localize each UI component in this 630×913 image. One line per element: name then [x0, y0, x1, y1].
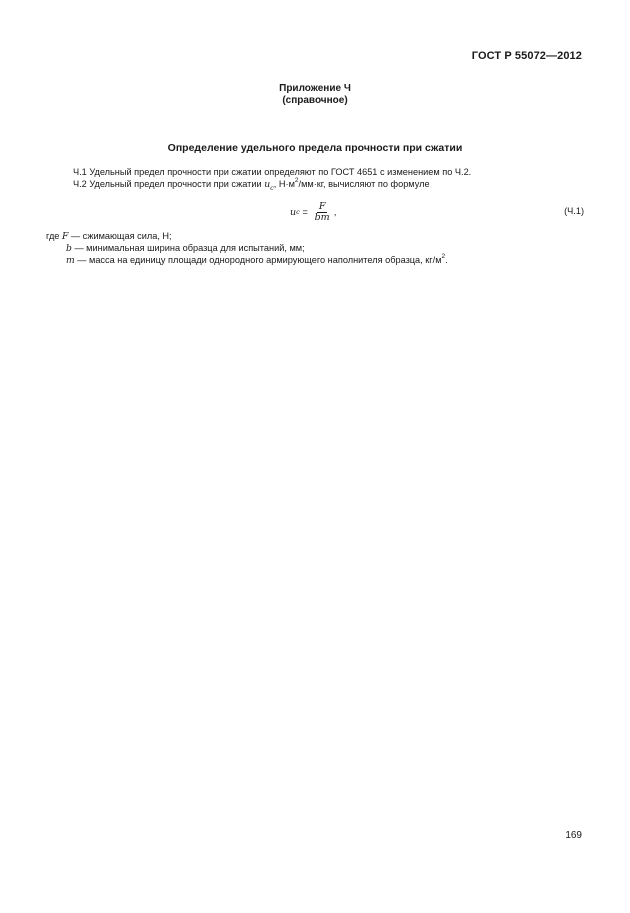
p2-unit-part: , Н·м	[273, 179, 295, 189]
definition-symbol: F	[61, 231, 69, 242]
definition-where: где	[46, 231, 62, 241]
formula-fraction	[313, 202, 332, 223]
p2-variable-subscript: c	[270, 183, 274, 192]
p2-variable: u	[264, 179, 271, 190]
page-number: 169	[565, 830, 582, 841]
definition-symbol: b	[66, 243, 72, 254]
appendix-title: Приложение Ч	[279, 83, 351, 94]
definition-text: — минимальная ширина образца для испытаний, мм;	[71, 243, 305, 253]
definition-symbol: m	[66, 255, 75, 266]
appendix-heading	[0, 83, 630, 107]
formula-equals: =	[299, 206, 311, 218]
appendix-subtitle: (справочное)	[282, 95, 348, 106]
definition-end: .	[445, 255, 448, 265]
formula-numerator: F	[318, 200, 326, 212]
paragraph-ch1: Ч.1 Удельный предел прочности при сжатии определяют по ГОСТ 4651 с изменением по Ч.2.	[73, 167, 472, 177]
definition-text: — масса на единицу площади однородного армирующего наполнителя образца, кг/м	[74, 255, 442, 265]
definition-item	[66, 254, 448, 267]
p2-unit-superscript: 2	[294, 176, 299, 184]
formula: u c = $\frac{F}{bm}$ ,	[290, 200, 337, 223]
formula-denominator: bm	[314, 211, 330, 223]
equation-number: (Ч.1)	[564, 206, 584, 216]
section-title: Определение удельного предела прочности при сжатии	[167, 142, 463, 154]
paragraph-ch2	[73, 178, 430, 191]
definition-superscript: 2	[441, 252, 446, 260]
p2-text-after: /мм·кг, вычисляют по формуле	[298, 179, 430, 189]
document-code: ГОСТ Р 55072—2012	[471, 50, 582, 62]
formula-trailing-comma: ,	[333, 206, 337, 218]
definition-text: — сжимающая сила, Н;	[68, 231, 172, 241]
p2-text-before: Ч.2 Удельный предел прочности при сжатии	[73, 179, 265, 189]
formula-lhs-variable: u	[290, 206, 297, 218]
